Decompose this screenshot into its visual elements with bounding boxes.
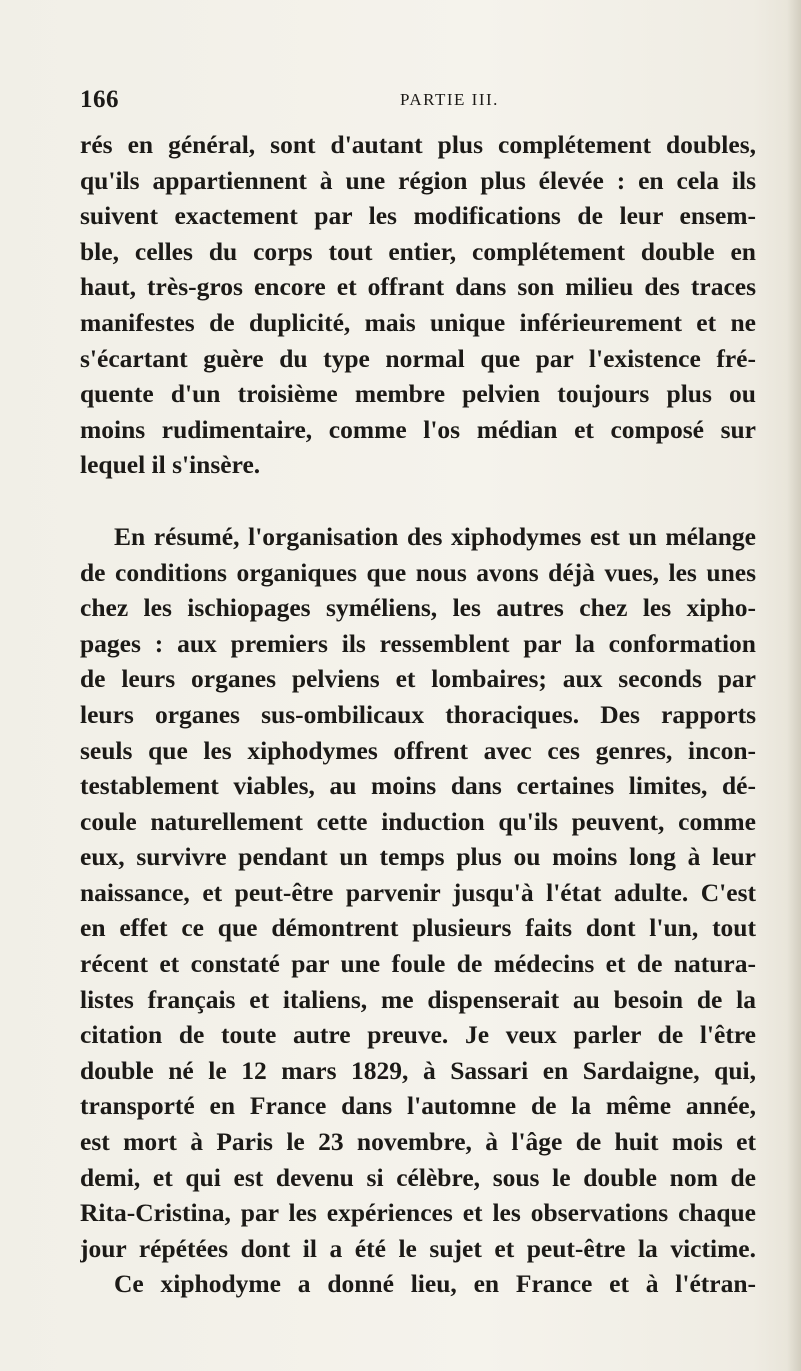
- text-line: suivent exactement par les modifications de leur ensem-: [80, 201, 756, 231]
- text-line: en effet ce que démontrent plusieurs faits dont l'un, tout: [80, 913, 756, 943]
- text-line: leurs organes sus-ombilicaux thoraciques. Des rapports: [80, 699, 756, 729]
- text-line: qu'ils appartiennent à une région plus élevée : en cela ils: [80, 165, 756, 195]
- text-line: récent et constaté par une foule de médecins et de natura-: [80, 949, 756, 979]
- body-text: [80, 127, 756, 1302]
- text-line: chez les ischiopages syméliens, les autres chez les xipho-: [80, 593, 756, 623]
- page-number: 166: [80, 86, 119, 113]
- text-line: est mort à Paris le 23 novembre, à l'âge de huit mois et: [80, 1127, 756, 1157]
- text-line: citation de toute autre preuve. Je veux parler de l'être: [80, 1020, 756, 1050]
- text-line: demi, et qui est devenu si célèbre, sous le double nom de: [80, 1162, 756, 1192]
- text-line: s'écartant guère du type normal que par l'existence fré-: [80, 343, 756, 373]
- text-line: de leurs organes pelviens et lombaires; aux seconds par: [80, 664, 756, 694]
- text-line: seuls que les xiphodymes offrent avec ces genres, incon-: [80, 735, 756, 765]
- text-line: pages : aux premiers ils ressemblent par la conformation: [80, 628, 756, 658]
- text-line: rés en général, sont d'autant plus complétement doubles,: [80, 130, 756, 159]
- text-line: double né le 12 mars 1829, à Sassari en Sardaigne, qui,: [80, 1055, 756, 1085]
- text-line: moins rudimentaire, comme l'os médian et composé sur: [80, 414, 756, 444]
- text-line: haut, très-gros encore et offrant dans son milieu des traces: [80, 272, 756, 302]
- text-line: testablement viables, au moins dans certaines limites, dé-: [80, 771, 756, 801]
- text-line: transporté en France dans l'automne de la même année,: [80, 1091, 756, 1121]
- text-line: jour répétées dont il a été le sujet et peut-être la victime.: [80, 1233, 756, 1263]
- page-header: [80, 86, 760, 116]
- text-line: coule naturellement cette induction qu'ils peuvent, comme: [80, 806, 756, 836]
- paragraph-gap: [80, 483, 756, 519]
- paragraph-2: [80, 519, 756, 1302]
- text-line: manifestes de duplicité, mais unique inférieurement et ne: [80, 307, 756, 337]
- text-line: Ce xiphodyme a donné lieu, en France et à l'étran-: [114, 1269, 756, 1299]
- text-line: eux, survivre pendant un temps plus ou moins long à leur: [80, 842, 756, 872]
- text-line: En résumé, l'organisation des xiphodymes est un mélange: [114, 521, 756, 551]
- text-line: lequel il s'insère.: [80, 450, 261, 480]
- page-edge-shadow: [787, 0, 801, 1371]
- text-line: listes français et italiens, me dispenserait au besoin de la: [80, 984, 756, 1014]
- text-line: quente d'un troisième membre pelvien toujours plus ou: [80, 379, 756, 409]
- text-line: ble, celles du corps tout entier, complétement double en: [80, 236, 756, 266]
- text-line: Rita-Cristina, par les expériences et les observations chaque: [80, 1198, 756, 1228]
- paragraph-1: [80, 127, 756, 483]
- text-line: de conditions organiques que nous avons déjà vues, les unes: [80, 557, 756, 587]
- text-line: naissance, et peut-être parvenir jusqu'à l'état adulte. C'est: [80, 877, 756, 907]
- running-head: PARTIE III.: [400, 90, 499, 109]
